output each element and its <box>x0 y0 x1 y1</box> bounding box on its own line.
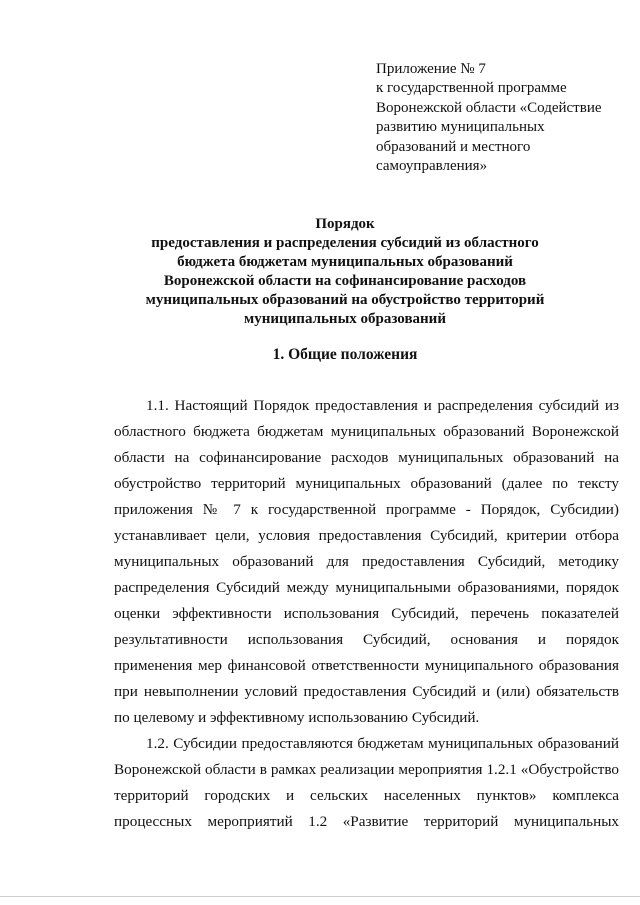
annex-line: Приложение № 7 <box>376 61 486 77</box>
title-line: бюджета бюджетам муниципальных образований <box>177 254 513 270</box>
annex-line: самоуправления» <box>376 158 488 175</box>
title-line: Порядок <box>315 216 375 232</box>
title-line: Воронежской области на софинансирование расходов <box>163 273 527 289</box>
annex-header <box>376 60 628 176</box>
title-line: муниципальных образований <box>244 311 446 327</box>
title-line: предоставления и распределения субсидий из областного <box>151 235 539 251</box>
annex-line: к государственной программе <box>376 80 567 97</box>
annex-line: развитию муниципальных <box>376 119 545 136</box>
annex-line: образований и местного <box>376 138 531 155</box>
document-title <box>60 215 630 329</box>
annex-line: Воронежской области «Содействие <box>376 99 602 116</box>
paragraph-1-2: 1.2. Субсидии предоставляются бюджетам муниципальных образований Воронежской области в рамках реализации мероприятия 1.2.1 «Обустройство территорий городских и сельских населенных пунктов» комплекса процессных мероприятий 1.2 «Развитие территорий муниципальных <box>114 735 619 830</box>
section-heading: 1. Общие положения <box>272 346 418 363</box>
title-line: муниципальных образований на обустройство территорий <box>145 292 545 308</box>
document-body <box>114 393 619 835</box>
paragraph-1-1: 1.1. Настоящий Порядок предоставления и распределения субсидий из областного бюджета бюджетам муниципальных образований Воронежской области на софинансирование расходов муниципальных образований на обустройство территорий муниципальных образований (далее по тексту приложения № 7 к государственной программе - Порядок, Субсидии) устанавливает цели, условия предоставления Субсидий, критерии отбора муниципальных образований для предоставления Субсидий, методику распределения Субсидий между муниципальными образованиями, порядок оценки эффективности использования Субсидий, перечень показателей результативности использования Субсидий, основания и порядок применения мер финансовой ответственности муниципального образования при невыполнении условий предоставления Субсидий и (или) обязательств по целевому и эффективному использованию Субсидий. <box>114 397 619 726</box>
page-bottom-divider <box>0 896 640 897</box>
